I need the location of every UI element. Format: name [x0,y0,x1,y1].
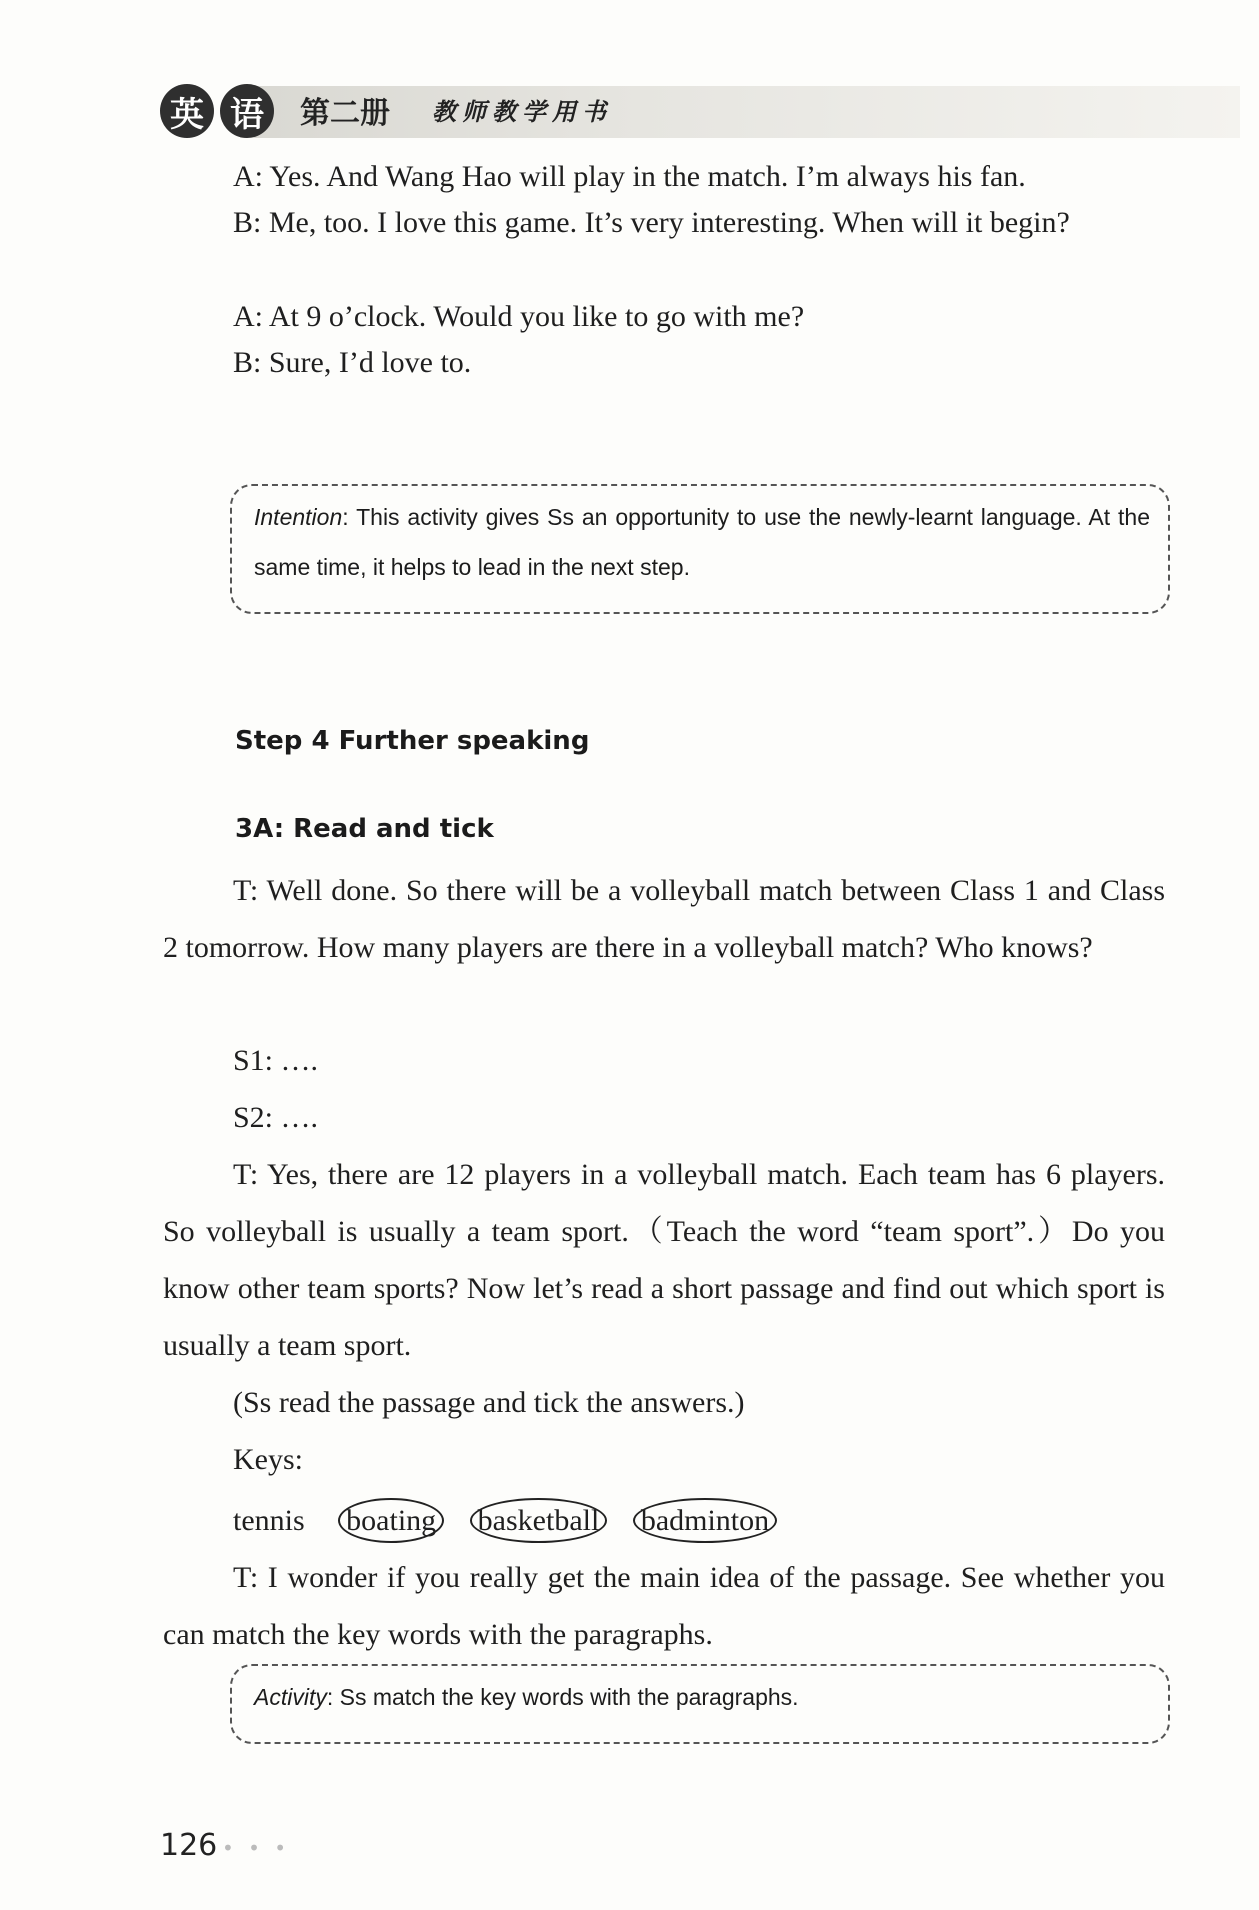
activity-box [230,1664,1170,1744]
intention-text: : This activity gives Ss an opportunity to use the newly-learnt language. At the same time, it helps to lead in the next step. [254,504,1150,580]
activity-label: Activity [254,1684,327,1710]
student-line-2: S2: …. [233,1101,319,1134]
teacher-line-2: T: Yes, there are 12 players in a volleyball match. Each team has 6 players. So volleyball is usually a team sport.（Teach the word “team sport”.）Do you know other team sports? Now let’s read a short passage and find out which sport is usually a team sport. [163,1158,1165,1362]
subject-badge-2: 语 [220,84,274,138]
keys-row [233,1492,803,1549]
book-subtitle: 教师教学用书 [432,98,612,126]
page-number: 126 [160,1828,218,1863]
key-item-circled: basketball [478,1492,600,1549]
section-heading: 3A: Read and tick [235,814,494,844]
subject-badge-1: 英 [160,84,214,138]
dialogue-line-2: B: Me, too. I love this game. It’s very interesting. When will it begin? [233,206,1070,239]
intention-box [230,484,1170,614]
key-item-circled: boating [346,1492,436,1549]
dialogue-line-3: A: At 9 o’clock. Would you like to go with me? [233,300,805,333]
teacher-line-1: T: Well done. So there will be a volleyball match between Class 1 and Class 2 tomorrow. How many players are there in a volleyball match? Who knows? [163,874,1165,964]
header-band [240,86,1240,138]
dialogue-line-4: B: Sure, I’d love to. [233,346,472,379]
step-heading: Step 4 Further speaking [235,726,590,756]
activity-text: : Ss match the key words with the paragraphs. [326,1684,799,1710]
teacher-line-3: T: I wonder if you really get the main idea of the passage. See whether you can match the key words with the paragraphs. [163,1561,1165,1651]
intention-label: Intention [254,504,343,530]
key-item: tennis [233,1504,305,1537]
keys-label: Keys: [233,1443,303,1476]
student-line-1: S1: …. [233,1044,319,1077]
dialogue-line-1: A: Yes. And Wang Hao will play in the match. I’m always his fan. [233,160,1026,193]
volume-label: 第二册 [300,96,390,131]
page-header [160,84,1240,144]
key-item-circled: badminton [641,1492,769,1549]
page-number-dots: • • • [222,1836,291,1860]
instruction-line: (Ss read the passage and tick the answers.) [233,1386,745,1419]
